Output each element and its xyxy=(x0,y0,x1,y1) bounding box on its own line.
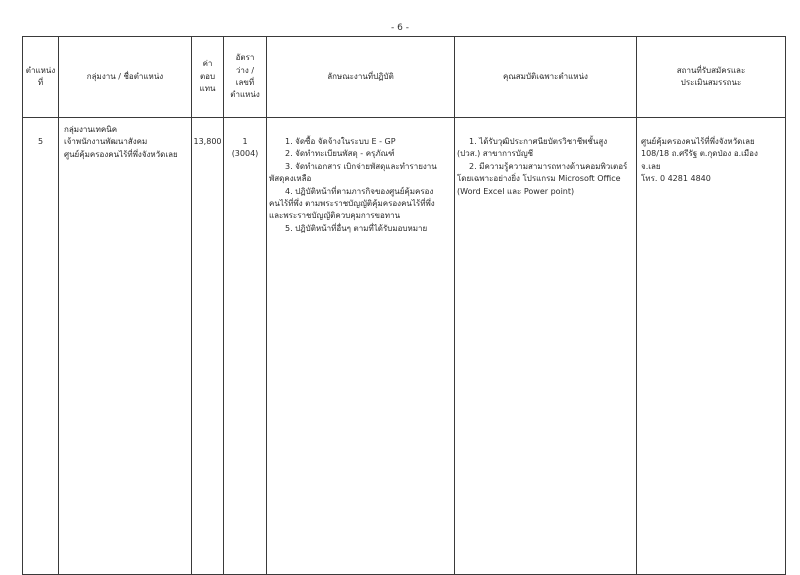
rate-count: 1 xyxy=(242,137,248,146)
duty-item-continuation: คนไร้ที่พึ่ง ตามพระราชบัญญัติคุ้มครองคนไร้ที่พึ่ง xyxy=(269,198,435,208)
duty-item: 3. จัดทำเอกสาร เบิกจ่ายพัสดุและทำรายงาน xyxy=(285,161,437,171)
header-row xyxy=(23,37,786,118)
qualifications-list xyxy=(455,136,636,198)
job-title: เจ้าพนักงานพัฒนาสังคม xyxy=(64,137,148,147)
duty-item: 2. จัดทำทะเบียนพัสดุ - ครุภัณฑ์ xyxy=(285,149,395,159)
duties-cell xyxy=(267,118,455,575)
job-cell xyxy=(59,118,192,575)
qualification-item-continuation: โดยเฉพาะอย่างยิ่ง โปรแกรม Microsoft Office xyxy=(457,174,621,184)
job-unit: ศูนย์คุ้มครองคนไร้ที่พึ่งจังหวัดเลย xyxy=(64,149,178,159)
page-number: - 6 - xyxy=(391,23,409,33)
header-position-no: ตำแหน่ง ที่ xyxy=(23,37,59,118)
header-wage: ค่า ตอบ แทน xyxy=(192,37,224,118)
header-group-name: กลุ่มงาน / ชื่อตำแหน่ง xyxy=(59,37,192,118)
duty-item: 5. ปฏิบัติหน้าที่อื่นๆ ตามที่ได้รับมอบหมาย xyxy=(285,223,428,233)
qualification-item: 1. ได้รับวุฒิประกาศนียบัตรวิชาชีพชั้นสูง xyxy=(469,137,608,146)
duty-item: 4. ปฏิบัติหน้าที่ตามภารกิจของศูนย์คุ้มครอง xyxy=(285,186,434,196)
qualification-item: 2. มีความรู้ความสามารถทางด้านคอมพิวเตอร์ xyxy=(469,161,628,171)
rate-cell xyxy=(224,118,267,575)
place-line: โทร. 0 4281 4840 xyxy=(641,174,711,184)
position-table xyxy=(22,36,786,575)
duties-list xyxy=(267,136,454,235)
wage-value: 13,800 xyxy=(193,137,222,146)
header-qualifications: คุณสมบัติเฉพาะตำแหน่ง xyxy=(455,37,637,118)
position-no: 5 xyxy=(37,137,44,146)
group-title: กลุ่มงานเทคนิค xyxy=(64,125,118,134)
duty-item: 1. จัดซื้อ จัดจ้างในระบบ E - GP xyxy=(285,137,396,146)
rate-number: (3004) xyxy=(231,149,259,159)
duty-item-continuation: พัสดุคงเหลือ xyxy=(269,174,312,184)
place-line: 108/18 ถ.ศรีรัฐ ต.กุดป่อง อ.เมือง xyxy=(641,149,758,159)
table-row xyxy=(23,118,786,575)
header-place: สถานที่รับสมัครและ ประเมินสมรรถนะ xyxy=(637,37,786,118)
qualification-item-continuation: (Word Excel และ Power point) xyxy=(457,186,575,196)
qualifications-cell xyxy=(455,118,637,575)
duty-item-continuation: และพระราชบัญญัติควบคุมการขอทาน xyxy=(269,211,401,221)
header-duties: ลักษณะงานที่ปฏิบัติ xyxy=(267,37,455,118)
place-cell xyxy=(637,118,786,575)
place-line: จ.เลย xyxy=(641,161,661,171)
position-no-cell xyxy=(23,118,59,575)
wage-cell xyxy=(192,118,224,575)
place-line: ศูนย์คุ้มครองคนไร้ที่พึ่งจังหวัดเลย xyxy=(641,137,755,146)
qualification-item-continuation: (ปวส.) สาขาการบัญชี xyxy=(457,149,534,159)
header-rate: อัตรา ว่าง / เลขที่ ตำแหน่ง xyxy=(224,37,267,118)
